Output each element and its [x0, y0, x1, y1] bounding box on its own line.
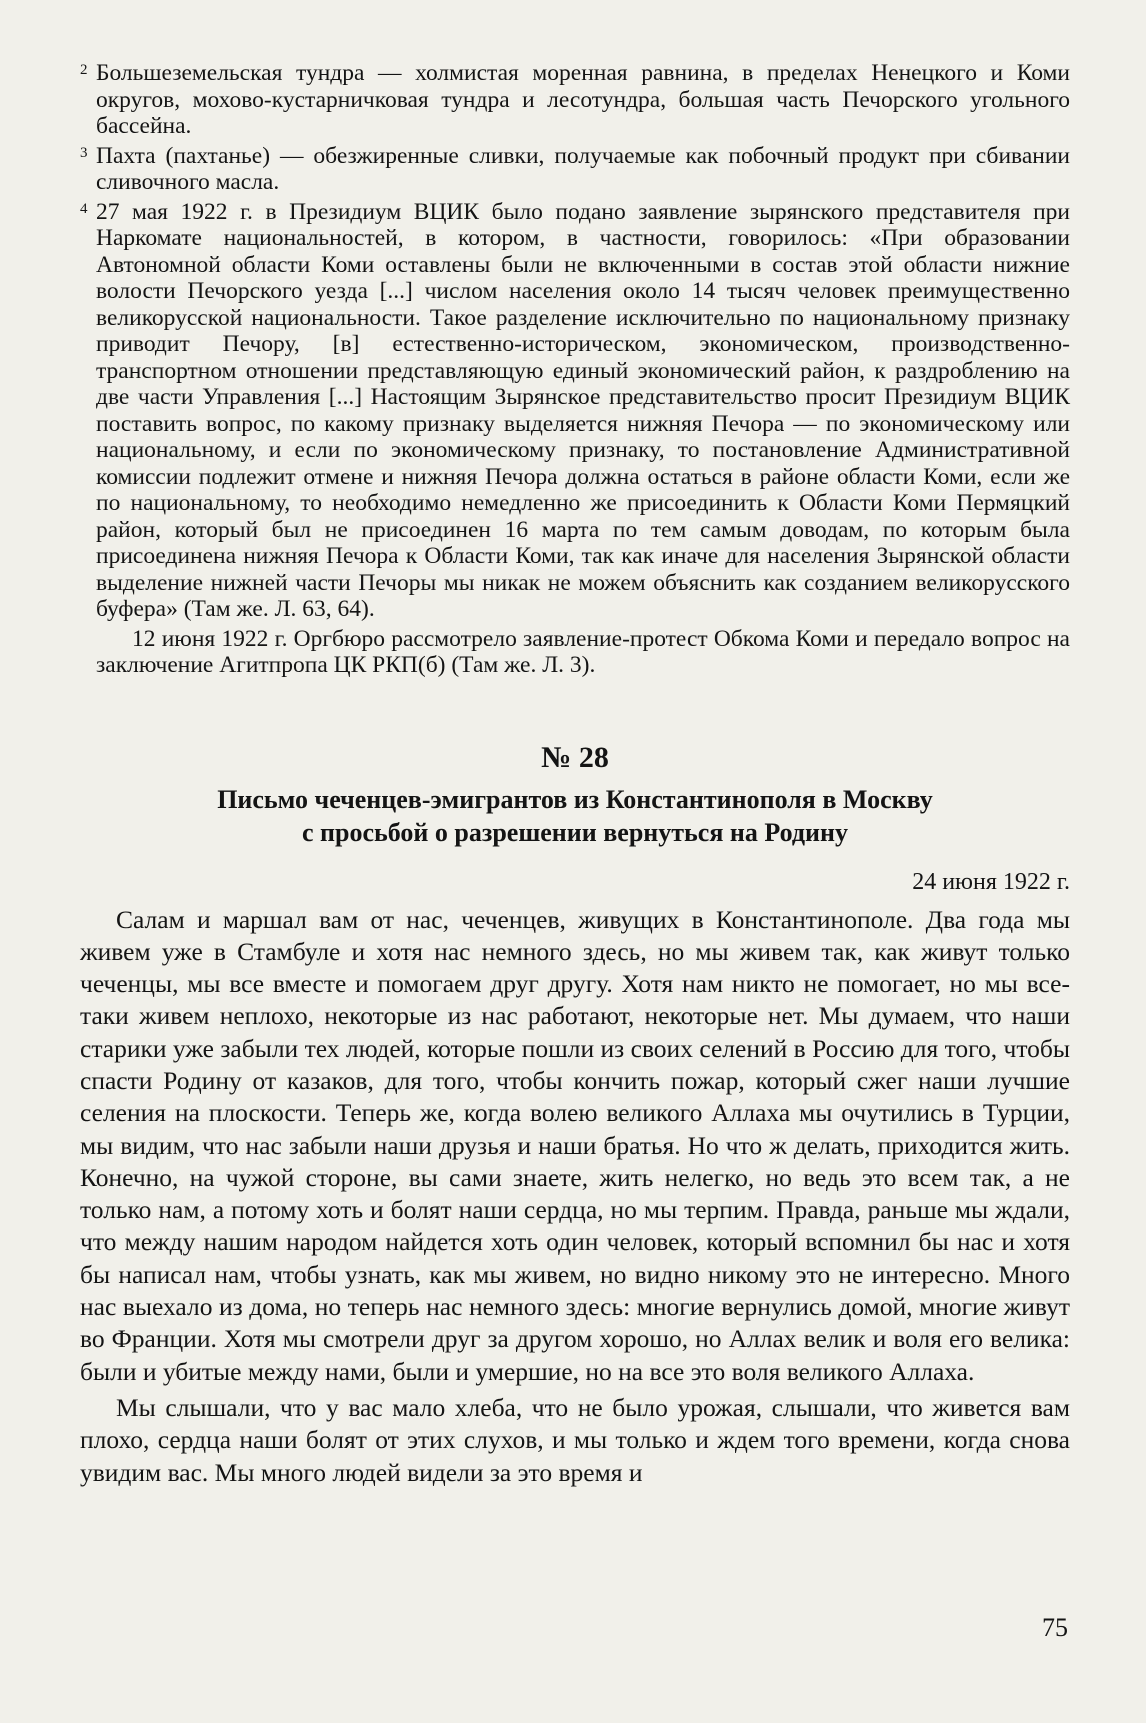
footnote-4	[80, 199, 1070, 623]
footnote-marker: 2	[80, 62, 88, 78]
letter-paragraph-2: Мы слышали, что у вас мало хлеба, что не было урожая, слышали, что живется вам плохо, сердца наши болят от этих слухов, и мы только и ждем того времени, когда снова увидим вас. Мы много людей видели за это время и	[80, 1392, 1070, 1487]
document-title-line-1: Письмо чеченцев-эмигрантов из Константинополя в Москву	[217, 784, 933, 814]
footnote-text: Большеземельская тундра — холмистая моренная равнина, в пределах Ненецкого и Коми округов, мохово-кустарничковая тундра и лесотундра, большая часть Печорского угольного бассейна.	[96, 60, 1070, 139]
footnote-3	[80, 143, 1070, 196]
page-number: 75	[1042, 1613, 1068, 1642]
document-date: 24 июня 1922 г.	[912, 868, 1070, 895]
page-content	[80, 60, 1070, 1493]
footnote-2	[80, 60, 1070, 140]
document-number: № 28	[541, 740, 609, 774]
footnote-marker: 4	[80, 200, 88, 217]
footnote-text: Пахта (пахтанье) — обезжиренные сливки, получаемые как побочный продукт при сбивании сливочного масла.	[96, 142, 1070, 195]
letter-paragraph-1: Салам и маршал вам от нас, чеченцев, живущих в Константинополе. Два года мы живем уже в Стамбуле и хотя нас немного здесь, но мы живем так, как живут только чеченцы, мы все вместе и помогаем друг другу. Хотя нам никто не помогает, но мы все-таки живем неплохо, некоторые из нас работают, некоторые нет. Мы думаем, что наши старики уже забыли тех людей, которые пошли из своих селений в Россию для того, чтобы спасти Родину от казаков, для того, чтобы кончить пожар, который сжег наши лучшие селения на плоскости. Теперь же, когда волею великого Аллаха мы очутились в Турции, мы видим, что нас забыли наши друзья и наши братья. Но что ж делать, приходится жить. Конечно, на чужой стороне, вы сами знаете, жить нелегко, но ведь это всем так, а не только нам, а потому хоть и болят наши сердца, но мы терпим. Правда, раньше мы ждали, что между нашим народом найдется хоть один человек, который вспомнил бы нас и хотя бы написал нам, чтобы узнать, как мы живем, но видно никому это не интересно. Много нас выехало из дома, но теперь нас немного здесь: многие вернулись домой, многие живут во Франции. Хотя мы смотрели друг за другом хорошо, но Аллах велик и воля его велика: были и убитые между нами, были и умершие, но на все это воля великого Аллаха.	[80, 904, 1070, 1386]
footnote-marker: 3	[80, 144, 88, 161]
footnote-text: 27 мая 1922 г. в Президиум ВЦИК было подано заявление зырянского представителя при Наркомате национальностей, в котором, в частности, говорилось: «При образовании Автономной области Коми оставлены были не включенными в состав этой области нижние волости Печорского уезда [...] числом населения около 14 тысяч человек преимущественно великорусской национальности. Такое разделение исключительно по национальному признаку приводит Печору, [в] естественно-историческом, экономическом, производственно-транспортном отношении представляющую единый экономический район, к раздроблению на две части Управления [...] Настоящим Зырянское представительство просит Президиум ВЦИК поставить вопрос, по какому признаку выделяется нижняя Печора — по экономическому или национальному, и если по экономическому признаку, то постановление Административной комиссии подлежит отмене и нижняя Печора должна остаться в районе области Коми, если же по национальному, то необходимо немедленно же присоединить к Области Коми Пермяцкий район, который был не присоединен 16 марта по тем самым доводам, по которым была присоединена нижняя Печора к Области Коми, так как иначе для населения Зырянской области выделение нижней части Печоры мы никак не можем объяснить как созданием великорусского буфера» (Там же. Л. 63, 64).	[96, 198, 1070, 622]
document-title-line-2: с просьбой о разрешении вернуться на Родину	[302, 817, 848, 847]
footnote-continuation: 12 июня 1922 г. Оргбюро рассмотрело заявление-протест Обкома Коми и передало вопрос на заключение Агитпропа ЦК РКП(б) (Там же. Л. 3).	[96, 625, 1070, 678]
